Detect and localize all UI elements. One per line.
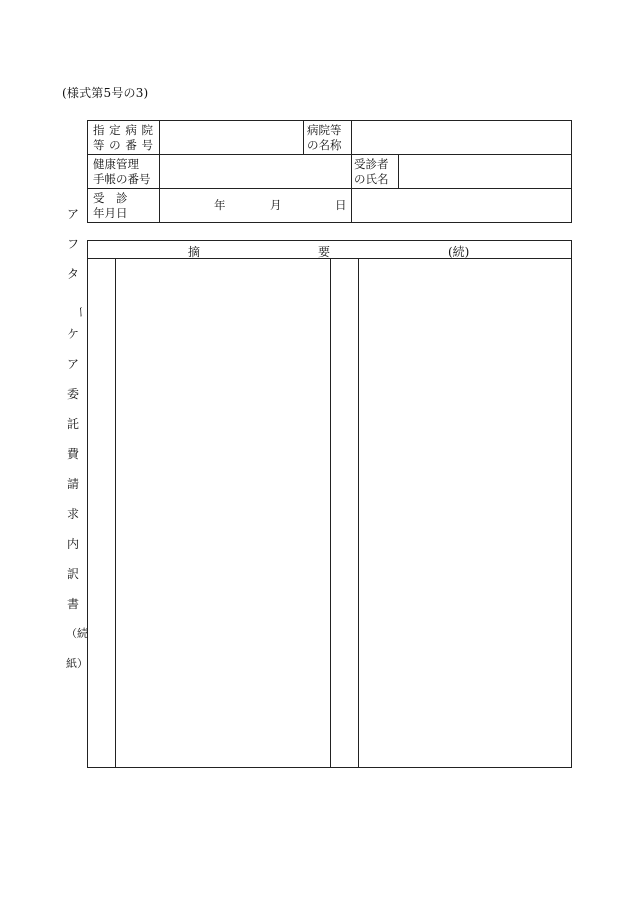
form-number: (様式第5号の3) (62, 86, 149, 100)
title-char: ア (66, 207, 79, 221)
summary-col-c[interactable] (331, 259, 358, 766)
title-char: ケ (66, 327, 79, 341)
visit-date-field[interactable] (160, 189, 350, 221)
header-table (87, 120, 572, 223)
institution-number-field[interactable] (160, 122, 302, 154)
title-char: （続 (66, 627, 88, 640)
date-month-label: 月 (270, 198, 282, 212)
handbook-number-field[interactable] (160, 155, 350, 187)
institution-name-label: 病院等 の名称 (307, 123, 342, 152)
title-char: ー (74, 305, 88, 318)
visit-date-label: 受 診 年月日 (93, 191, 128, 220)
title-char: 書 (66, 597, 79, 611)
institution-number-label: 指 定 病 院 等 の 番 号 (93, 123, 153, 152)
title-char: タ (66, 267, 79, 281)
summary-col-d[interactable] (359, 259, 570, 766)
title-char: 訳 (66, 567, 79, 581)
visit-date-extra-field[interactable] (352, 189, 570, 221)
date-year-label: 年 (214, 198, 226, 212)
title-char: 求 (66, 507, 79, 521)
date-day-label: 日 (335, 198, 347, 212)
title-char: 費 (66, 447, 79, 461)
summary-col-a[interactable] (89, 259, 115, 766)
institution-name-field[interactable] (352, 122, 570, 154)
title-char: ア (66, 357, 79, 371)
title-char: 託 (66, 417, 79, 431)
title-char: フ (66, 237, 79, 251)
title-char: 紙） (66, 657, 88, 670)
summary-header-2: 要 (318, 245, 331, 259)
summary-header-1: 摘 (188, 245, 201, 259)
summary-header-3: (続) (448, 245, 470, 259)
patient-name-field[interactable] (399, 155, 570, 187)
title-char: 請 (66, 477, 79, 491)
title-char: 委 (66, 387, 79, 401)
title-char: 内 (66, 537, 79, 551)
handbook-number-label: 健康管理 手帳の番号 (93, 157, 151, 186)
document-title-vertical (66, 207, 88, 687)
summary-col-b[interactable] (116, 259, 330, 766)
patient-name-label: 受診者 の氏名 (354, 157, 389, 186)
summary-table (87, 240, 572, 768)
